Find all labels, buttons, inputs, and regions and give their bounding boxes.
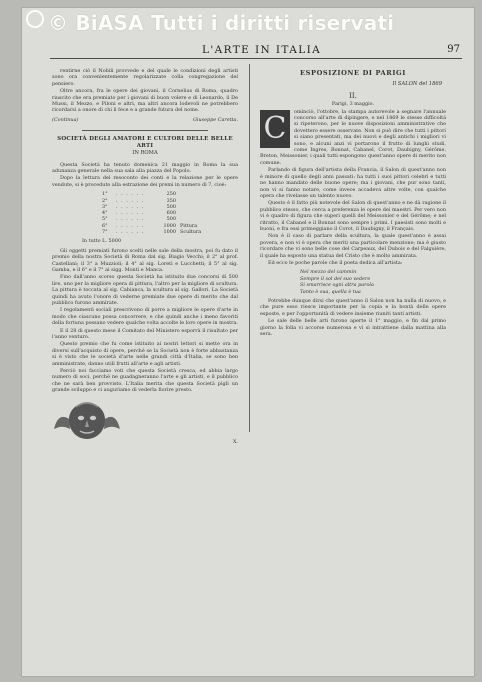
prize-row: 6° . . . . . . 1000 Pittura (102, 222, 198, 229)
continua-note: (Continua) (52, 116, 79, 123)
document-page (22, 8, 474, 676)
intro-paragraph: Oltre ancora, fra le opere dei giovani, il Cornelius di Roma, quadro riuscito che era premiato per i giovani di buon volere e di Leonardo, il De Mussi, il Mezzo, e Piloni e altri, ma altri ancora lodevoli ne potrebbero ricordarsi a onore di chi li fece e a grande futura del nome. (52, 88, 238, 114)
body-paragraph: Potrebbe dunque dirsi che quest'anno il Salon non ha nulla di nuovo, e che pure esso riesce importante per la copia e la bontà delle opere esposte, e per l'opportunità di vedere insieme riuniti tanti artisti. (260, 297, 446, 317)
watermark-text: © BiASA Tutti i diritti riservati (48, 11, 395, 35)
date-line: Parigi, 3 maggio. (331, 101, 375, 108)
body-paragraph: Parlando di figura dell'artista della Francia, il Salon di quest'anno non è minore di quello degli anni passati: ha tutti i suoi pittori celebri e tutti ne hanno mandato delle buone opere; ma i giovani, che pur sono tanti, non vi si fanno notare, come invece accadeva altre volte, con qualche opera che rivelasse un talento nuovo. (260, 167, 446, 199)
body-paragraph: Ed ecco le poche parole che il poeta dedica all'artista: (268, 259, 403, 266)
distribution-total: In tutto L. 5000 (82, 238, 121, 245)
body-paragraph: Perciò noi facciamo voti che questa Società cresca, ed abbia largo numero di soci, perché ne guadagneranno l'arte e gli artisti, e il pubblico che ne sarà ben provvisto. L'Italia merita che questa Società pigli un grande sviluppo e ci auguriamo di vederla fiorire presto. (52, 368, 238, 394)
body-paragraph: Gli oggetti premiati furono scelti nelle sale della mostra, poi fu dato il premio della nostra Società di Roma dal sig. Biagio Vecchi; il 2° al prof. Castellani; il 3° a Muzzioli; il 4° al sig. Loreti e Lucchetti; il 5° al sig. Gamba, e il 6° e il 7° ai sigg. Monti e Manca. (52, 247, 238, 273)
poem-line: Tanto è sua, quella è tua (300, 288, 361, 295)
prize-row: 5° . . . . . . 500 (102, 216, 176, 223)
body-paragraph: Fino dall'anno scorso questa Società ha istituito due concorsi di 500 lire, uno per la migliore opera di pittura, l'altro per la migliore di scultura. La pittura è toccata al sig. Cabianca, la scultura al sig. Gallori. La Società quindi ha avuto l'onore di vederne premiate due opere di merito che dal pubblico furono ammirate. (52, 274, 238, 307)
prize-row: 7° . . . . . . 1000 Scultura (102, 229, 202, 236)
body-paragraph: Questo premio che fu come istituito ai nostri lettori si mette ora in diversi sull'acquisto di opere, perché se la Società non è forte abbastanza si è visto che le società d'arte nelle grandi città d'Italia, se sono ben amministrate, danno utili frutti all'arte e agli artisti. (52, 341, 238, 367)
prize-row: 4° . . . . . . 600 (102, 210, 176, 217)
opening-paragraph (260, 109, 446, 167)
mask-ornament-icon (52, 399, 122, 443)
prize-distribution (102, 191, 238, 235)
prize-row: 2° . . . . . . 350 (102, 197, 176, 204)
intro-paragraph: rentirne ciò il Nobili provvede e del quale le condizioni degli artisti sono ora convenientemente regolarizzate colla congregazione del pensiero. (52, 68, 238, 87)
body-paragraph: Questo è il fatto più notevole del Salon di quest'anno e ne dà ragione il pubblico stesso, che cerca a preferenza le opere dei maestri. Per vero non vi è quadro di figura che superi quelli del Meissonier e del Gérôme; e nel ritratto, il Cabanel e il Bonnat sono sempre i primi. I paesisti sono molti e buoni, e fra essi primeggiano il Corot, il Daubigny, il Français. (260, 200, 446, 232)
poem-line: Sempre il sol del suo vedere (300, 275, 371, 282)
page-number: 97 (447, 44, 460, 55)
left-column (52, 68, 238, 446)
poem-line: Si smarrisce ogni altra parola (300, 282, 374, 289)
prize-row: 1° . . . . . . 250 (102, 191, 176, 198)
byline: Il SALON del 1869 (392, 81, 442, 88)
body-paragraph: Questa Società ha tenuto domenica 21 maggio in Roma la sua adunanza generale nella sua sala alla piazza del Popolo. (52, 161, 238, 175)
body-paragraph: Non è il caso di parlare della scultura, la quale quest'anno è assai povera, e non vi è opera che meriti una particolare menzione; ma è giusto ricordare che vi sono belle cose del Carpeaux, del Dubois e del Falguière, il quale ha esposto una statua del Cristo che è molto ammirata. (260, 233, 446, 259)
poem (300, 269, 446, 295)
body-paragraph: Le sale delle belle arti furono aperte il 1° maggio, e fin dal primo giorno la folla vi accorse numerosa e vi si intrattiene dalla mattina alla sera. (260, 318, 446, 337)
body-paragraph: I regolamenti sociali prescrivono di porre a migliore le opere d'arte in modo che ciascuno possa concorrere, e che quindi anche i meno favoriti della fortuna possano vedere qualche volta accolte le loro opere in mostra. (52, 307, 238, 327)
copyright-icon (26, 10, 44, 28)
footer-mark: X. (232, 439, 238, 446)
section-subtitle: IN ROMA (132, 150, 158, 157)
prize-row: 3° . . . . . . 500 (102, 203, 176, 210)
right-column (260, 68, 446, 338)
body-paragraph: Dopo la lettura del resoconto dei conti e la relazione per le opere vendute, si è proceduto alla estrazione dei premi in numero di 7, cioè: (52, 175, 238, 188)
section-title: SOCIETÀ DEGLI AMATORI E CULTORI DELLE BELLE ARTI (57, 136, 233, 150)
header-rule (50, 58, 462, 59)
body-paragraph: E il 28 di questo mese il Comitato del Ministero esporrà il risultato per l'anno venturo. (52, 327, 238, 341)
column-divider (249, 64, 250, 432)
chapter-number: II. (349, 91, 357, 100)
poem-line: Nel mezzo del cammin (300, 269, 357, 276)
body-paragraph: ominciò, l'ottobre, la stampa autorevole a segnare l'annuale concorso all'arte di dipingere, e nel 1869 le stesse difficoltà si ripeterono, per le nuove disposizioni amministrative che dovettero essere osservate. Non si può dire che tutti i pittori si siano presentati, ma dei nuovi e degli antichi i migliori vi sono, e alcuni anzi vi portarono il frutto di lunghi studi, come Ingres, Bonnat, Cabanel, Corot, Daubigny, Gérôme, Breton, Meissonier, i quali tutti espongono quest'anno opere di merito non comune. (260, 108, 446, 166)
section-rule (82, 130, 208, 131)
running-title: L'ARTE IN ITALIA (202, 44, 322, 56)
watermark (26, 10, 394, 35)
section-title: ESPOSIZIONE DI PARIGI (300, 69, 406, 77)
dropcap-letter: C (260, 110, 290, 148)
author-signature: Giuseppe Caretta. (192, 116, 238, 123)
signature-line (52, 117, 238, 123)
